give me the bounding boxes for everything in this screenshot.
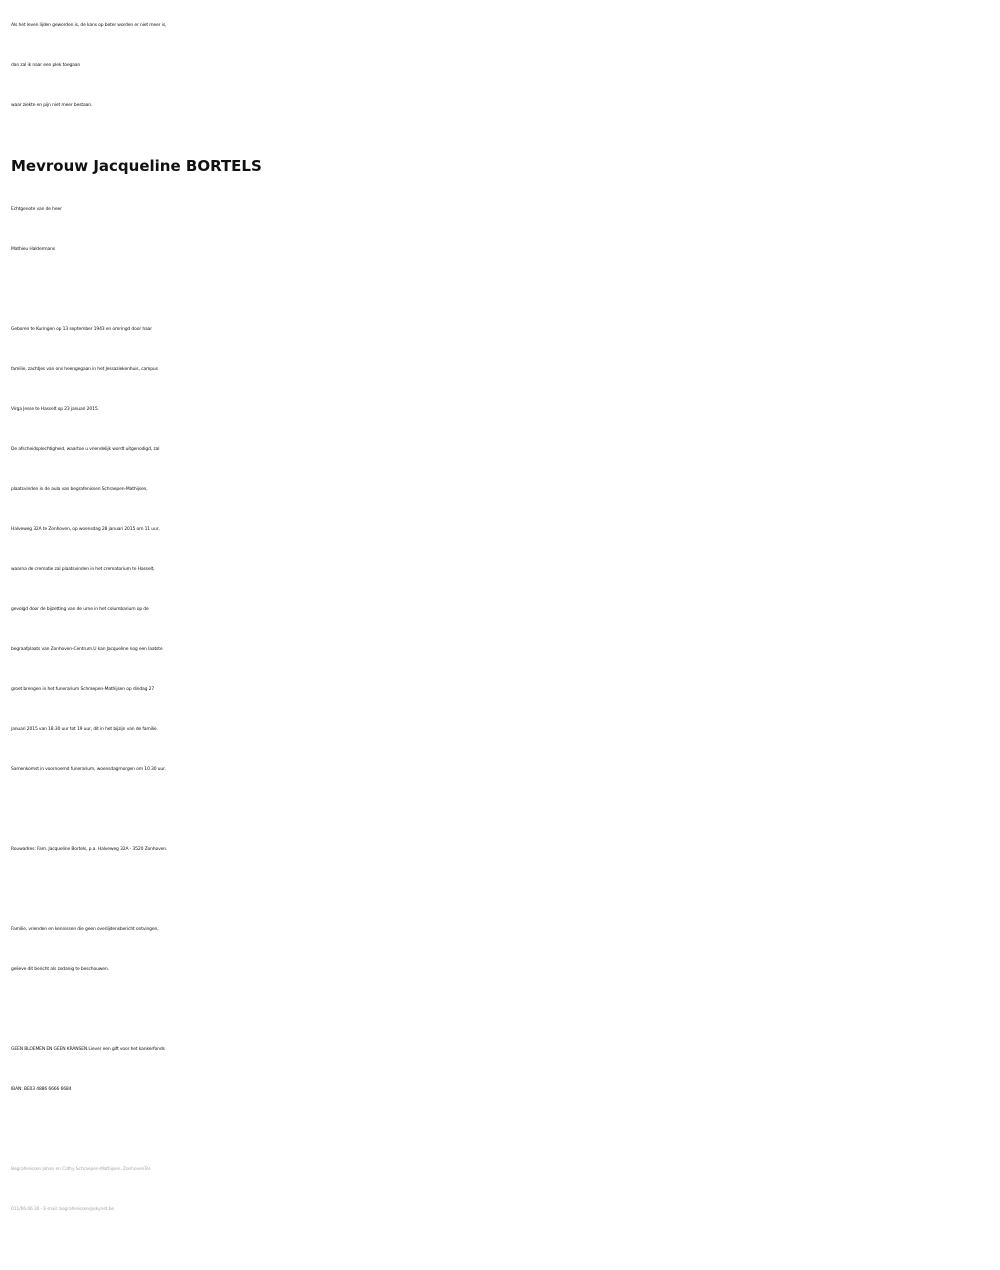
spacer (11, 790, 996, 830)
announcement-line: De afscheidsplechtigheid, waartoe u vriendelijk wordt uitgenodigd, zal (11, 447, 160, 452)
spacer (11, 870, 996, 910)
announcement (11, 310, 996, 790)
poem (11, 6, 996, 126)
notice (11, 910, 996, 990)
announcement-line: groet brengen in het funerarium Schraepen-Mathijsen op dindag 27 (11, 687, 155, 692)
funeral-home-footer (11, 1150, 996, 1230)
funeral-home-line: Begrafenissen Johan en Cathy Schraepen-Mathijsen, ZonhovenTel. (11, 1167, 152, 1172)
spouse-line: Echtgenote van de heer (11, 207, 62, 212)
announcement-line: begraafplaats van Zonhoven-Centrum.U kan Jacqueline nog een laatste (11, 647, 163, 652)
poem-line: Als het leven lijden geworden is, de kans op beter worden er niet meer is, (11, 23, 167, 28)
announcement-line: waarna de crematie zal plaatsvinden in het crematorium te Hasselt, (11, 567, 155, 572)
donation-info (11, 1030, 996, 1110)
announcement-line: Halveweg 32A te Zonhoven, op woensdag 28 januari 2015 om 11 uur, (11, 527, 160, 532)
announcement-line: Samenkomst in voornoemd funerarium, woensdagmorgen om 10.30 uur. (11, 767, 166, 772)
mourning-address: Rouwadres: Fam. Jacqueline Bortels, p.a. Halveweg 32A - 3520 Zonhoven. (11, 847, 168, 852)
poem-line: dan zal ik naar een plek toegaan (11, 63, 81, 68)
spouse-info (11, 190, 996, 270)
deceased-name: Mevrouw Jacqueline BORTELS (11, 157, 262, 175)
spouse-line: Mathieu Haldermans (11, 247, 55, 252)
announcement-line: plaatsvinden in de aula van begrafenissen Schraepen-Mathijsen, (11, 487, 148, 492)
notice-line: Familie, vrienden en kennissen die geen overlijdensbericht ontvingen, (11, 927, 159, 932)
iban-line: IBAN: BE03 4886 6666 6684 (11, 1087, 72, 1092)
announcement-line: Virga Jesse te Hasselt op 23 januari 2015. (11, 407, 99, 412)
spacer (11, 990, 996, 1030)
spacer (11, 270, 996, 310)
poem-line: waar ziekte en pijn niet meer bestaan. (11, 103, 93, 108)
announcement-line: gevolgd door de bijzetting van de urne in het columbarium op de (11, 607, 149, 612)
announcement-line: Geboren te Kuringen op 13 september 1943 en omringd door haar (11, 327, 152, 332)
donation-line: GEEN BLOEMEN EN GEEN KRANSEN.Liever een gift voor het kankerfonds (11, 1047, 165, 1052)
announcement-line: januari 2015 van 18.30 uur tot 19 uur, dit in het bijzijn van de familie. (11, 727, 158, 732)
obituary-notice (11, 6, 996, 1230)
funeral-home-contact: 011/66.66.30 - E-mail: begrafenissen@skynet.be (11, 1207, 115, 1212)
announcement-line: familie, zachtjes van ons heengegaan in het Jessaziekenhuis, campus (11, 367, 158, 372)
notice-line: gelieve dit bericht als zodanig te beschouwen. (11, 967, 109, 972)
